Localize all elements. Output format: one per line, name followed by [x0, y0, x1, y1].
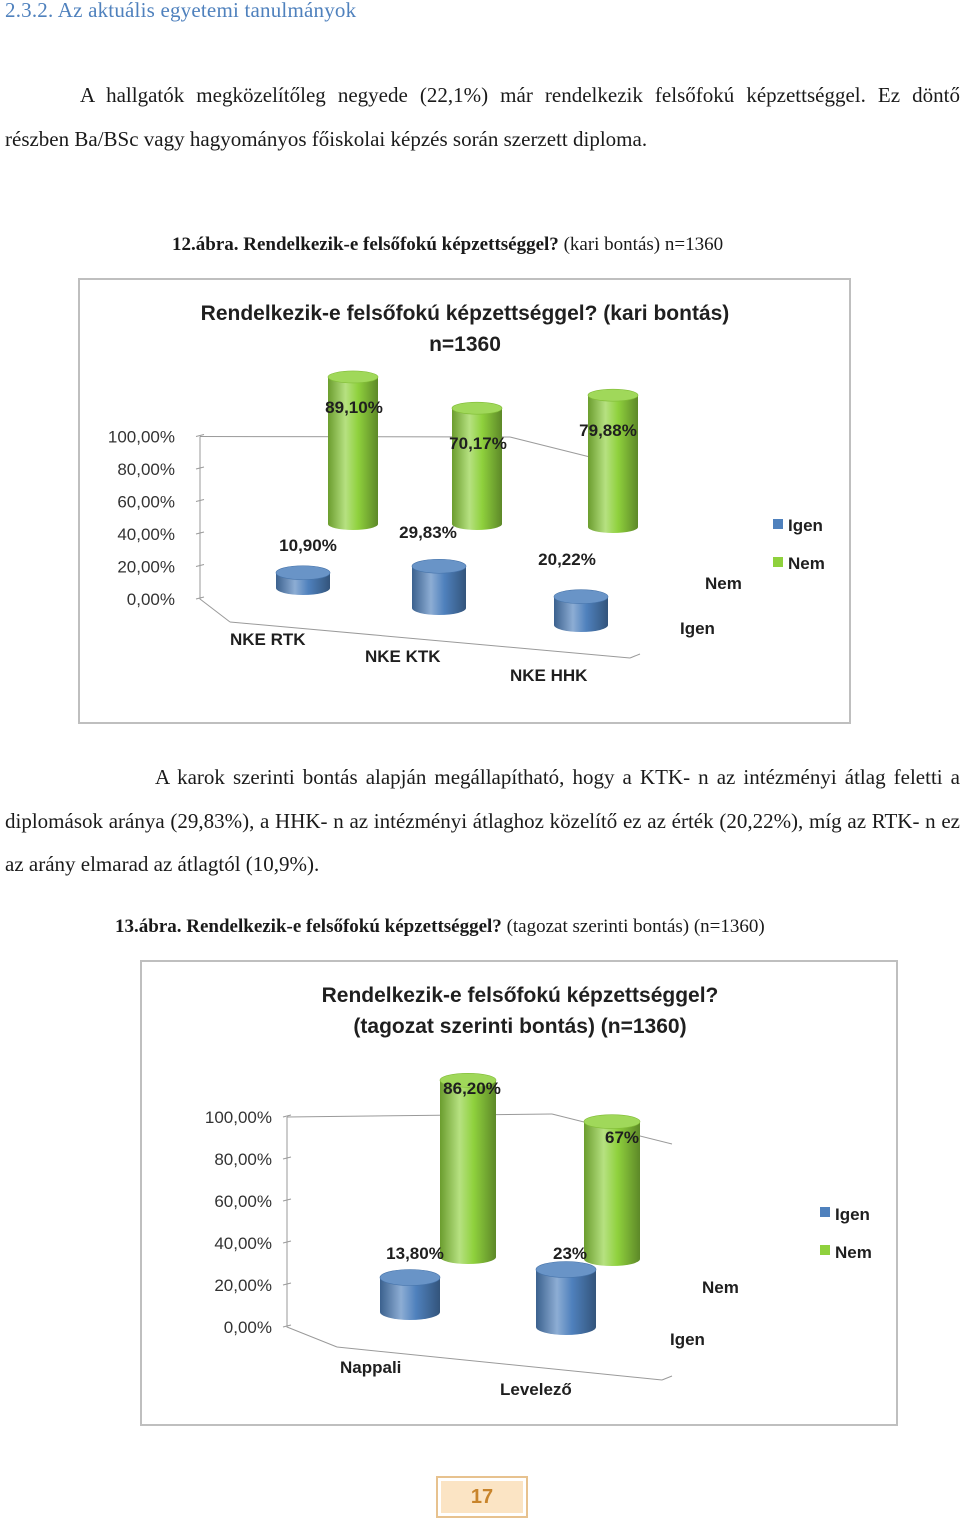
- paragraph-2-text: A karok szerinti bontás alapján megállapítható, hogy a KTK- n az intézményi átlag feletti a diplomások aránya (29,83%), a HHK- n az intézményi átlaghoz közelítő ez az érték (20,22%), míg az RTK- n ez az arány elmarad az átlagtól (10,9%).: [5, 765, 960, 876]
- legend-label: Igen: [835, 1205, 870, 1224]
- page-number: 17: [436, 1476, 528, 1518]
- data-label-igen: 13,80%: [386, 1244, 444, 1263]
- chart-title-line: Rendelkezik-e felsőfokú képzettséggel?: [321, 984, 719, 1007]
- y-tick-label: 80,00%: [117, 460, 175, 479]
- y-tick-label: 20,00%: [117, 557, 175, 577]
- y-tick-label: 0,00%: [126, 590, 175, 609]
- figure-12-title: Rendelkezik-e felsőfokú képzettséggel?: [243, 234, 559, 255]
- y-tick-label: 40,00%: [214, 1234, 272, 1253]
- legend-swatch-nem: [773, 557, 783, 567]
- bar-nem-2-top: [588, 389, 638, 401]
- bar-igen-0-top: [276, 566, 330, 580]
- paragraph-1-text: A hallgatók megközelítőleg negyede (22,1%) már rendelkezik felsőfokú képzettséggel. Ez döntő részben Ba/BSc vagy hagyományos főiskolai képzés során szerzett diploma.: [5, 83, 960, 151]
- data-label-nem: 79,88%: [579, 421, 637, 440]
- bar-igen-1-top: [412, 559, 466, 573]
- legend-label: Igen: [788, 516, 823, 535]
- y-tick-label: 40,00%: [117, 525, 175, 544]
- y-tick-label: 20,00%: [214, 1276, 272, 1295]
- paragraph-1: [5, 74, 960, 161]
- bar-nem-1-top: [584, 1115, 640, 1129]
- category-label: NKE RTK: [230, 630, 306, 649]
- chart-title-line: n=1360: [429, 333, 501, 356]
- figure-13-title: Rendelkezik-e felsőfokú képzettséggel?: [186, 916, 502, 937]
- y-tick-label: 80,00%: [214, 1150, 272, 1169]
- bar-nem-1: [452, 408, 502, 530]
- legend-label: Nem: [835, 1243, 872, 1262]
- data-label-nem: 86,20%: [443, 1079, 501, 1098]
- figure-12-rest: (kari bontás) n=1360: [563, 234, 724, 255]
- figure-13-caption: [115, 916, 765, 938]
- depth-label: Igen: [680, 619, 715, 638]
- back-wall-top: [287, 1114, 552, 1117]
- chart-title-line: Rendelkezik-e felsőfokú képzettséggel? (kari bontás): [200, 302, 730, 325]
- data-label-igen: 23%: [552, 1244, 588, 1263]
- depth-label: Nem: [702, 1278, 739, 1297]
- legend-swatch-nem: [820, 1245, 830, 1255]
- figure-13-rest: (tagozat szerinti bontás) (n=1360): [506, 916, 765, 937]
- bar-igen-1: [412, 566, 466, 615]
- bar-igen-1: [536, 1270, 596, 1336]
- depth-label: Igen: [670, 1330, 705, 1349]
- bar-nem-0: [440, 1080, 496, 1264]
- bar-nem-1-top: [452, 402, 502, 414]
- chart-mode: [140, 960, 898, 1426]
- bar-igen-2-top: [554, 590, 608, 604]
- category-label: NKE KTK: [365, 647, 441, 666]
- data-label-igen: 10,90%: [279, 536, 337, 555]
- legend-label: Nem: [788, 554, 825, 573]
- chart-faculty-svg: [80, 280, 853, 726]
- legend-swatch-igen: [820, 1207, 830, 1217]
- y-tick-label: 0,00%: [223, 1318, 272, 1337]
- data-label-nem: 89,10%: [325, 398, 383, 417]
- y-axis-line: [200, 437, 230, 623]
- bar-igen-0-top: [380, 1270, 440, 1286]
- paragraph-2: [5, 756, 960, 887]
- bar-nem-0-top: [328, 371, 378, 383]
- bar-nem-2: [588, 395, 638, 533]
- category-label: Levelező: [500, 1380, 572, 1399]
- figure-13-number: 13.ábra.: [115, 916, 182, 937]
- data-label-igen: 20,22%: [538, 550, 596, 569]
- data-label-nem: 70,17%: [449, 434, 507, 453]
- y-tick-label: 60,00%: [117, 492, 175, 512]
- chart-title-line: (tagozat szerinti bontás) (n=1360): [353, 1015, 687, 1038]
- bar-igen-1-top: [536, 1262, 596, 1278]
- figure-12-number: 12.ábra.: [172, 234, 239, 255]
- category-label: Nappali: [340, 1358, 402, 1377]
- chart-mode-svg: [142, 962, 900, 1428]
- y-axis-line: [287, 1117, 337, 1347]
- figure-12-caption: [172, 234, 723, 256]
- depth-axis-line: [662, 1376, 672, 1380]
- section-heading: 2.3.2. Az aktuális egyetemi tanulmányok: [5, 0, 357, 22]
- data-label-nem: 67%: [604, 1128, 640, 1147]
- chart-faculty: [78, 278, 851, 724]
- legend-swatch-igen: [773, 519, 783, 529]
- data-label-igen: 29,83%: [399, 523, 457, 542]
- depth-label: Nem: [705, 574, 742, 593]
- y-tick-label: 100,00%: [204, 1108, 272, 1127]
- y-tick-label: 100,00%: [107, 427, 175, 447]
- depth-axis-line: [630, 654, 640, 658]
- y-tick-label: 60,00%: [214, 1192, 272, 1211]
- category-label: NKE HHK: [510, 666, 588, 685]
